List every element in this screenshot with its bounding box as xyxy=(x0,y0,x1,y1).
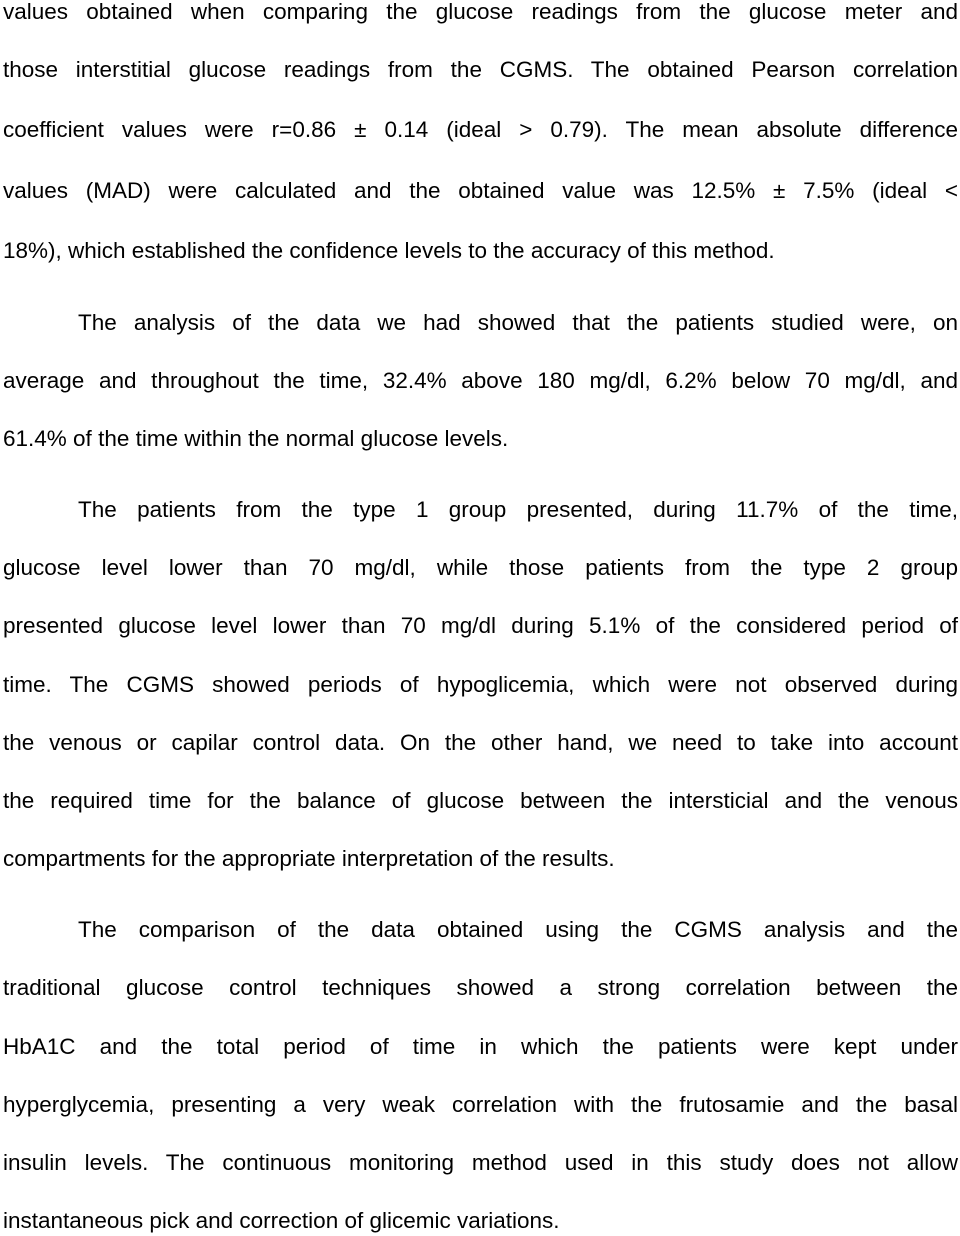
paragraph-3-line-2: glucose level lower than 70 mg/dl, while those patients from the type 2 group xyxy=(3,555,958,580)
paragraph-1-line-4: values (MAD) were calculated and the obtained value was 12.5% ± 7.5% (ideal < xyxy=(3,178,958,203)
paragraph-3-line-5: the venous or capilar control data. On the other hand, we need to take into account xyxy=(3,730,958,755)
paragraph-3-line-4: time. The CGMS showed periods of hypoglicemia, which were not observed during xyxy=(3,672,958,697)
paragraph-4-line-6: instantaneous pick and correction of glicemic variations. xyxy=(3,1208,560,1233)
paragraph-4-line-3: HbA1C and the total period of time in which the patients were kept under xyxy=(3,1034,958,1059)
paragraph-2-line-1: The analysis of the data we had showed that the patients studied were, on xyxy=(78,310,958,335)
paragraph-4-line-5: insulin levels. The continuous monitoring method used in this study does not allow xyxy=(3,1150,958,1175)
paragraph-3-line-6: the required time for the balance of glucose between the intersticial and the venous xyxy=(3,788,958,813)
paragraph-4-line-2: traditional glucose control techniques showed a strong correlation between the xyxy=(3,975,958,1000)
paragraph-4-line-1: The comparison of the data obtained using the CGMS analysis and the xyxy=(78,917,958,942)
paragraph-3-line-1: The patients from the type 1 group presented, during 11.7% of the time, xyxy=(78,497,958,522)
paragraph-2-line-2: average and throughout the time, 32.4% above 180 mg/dl, 6.2% below 70 mg/dl, and xyxy=(3,368,958,393)
paragraph-1-line-2: those interstitial glucose readings from the CGMS. The obtained Pearson correlation xyxy=(3,57,958,82)
paragraph-3-line-7: compartments for the appropriate interpretation of the results. xyxy=(3,846,615,871)
paragraph-4-line-4: hyperglycemia, presenting a very weak correlation with the frutosamie and the basal xyxy=(3,1092,958,1117)
paragraph-1-line-5: 18%), which established the confidence levels to the accuracy of this method. xyxy=(3,238,775,263)
paragraph-3-line-3: presented glucose level lower than 70 mg/dl during 5.1% of the considered period of xyxy=(3,613,958,638)
paragraph-1-line-3: coefficient values were r=0.86 ± 0.14 (ideal > 0.79). The mean absolute difference xyxy=(3,117,958,142)
paragraph-1-line-1: values obtained when comparing the glucose readings from the glucose meter and xyxy=(3,0,958,24)
paragraph-2-line-3: 61.4% of the time within the normal glucose levels. xyxy=(3,426,509,451)
